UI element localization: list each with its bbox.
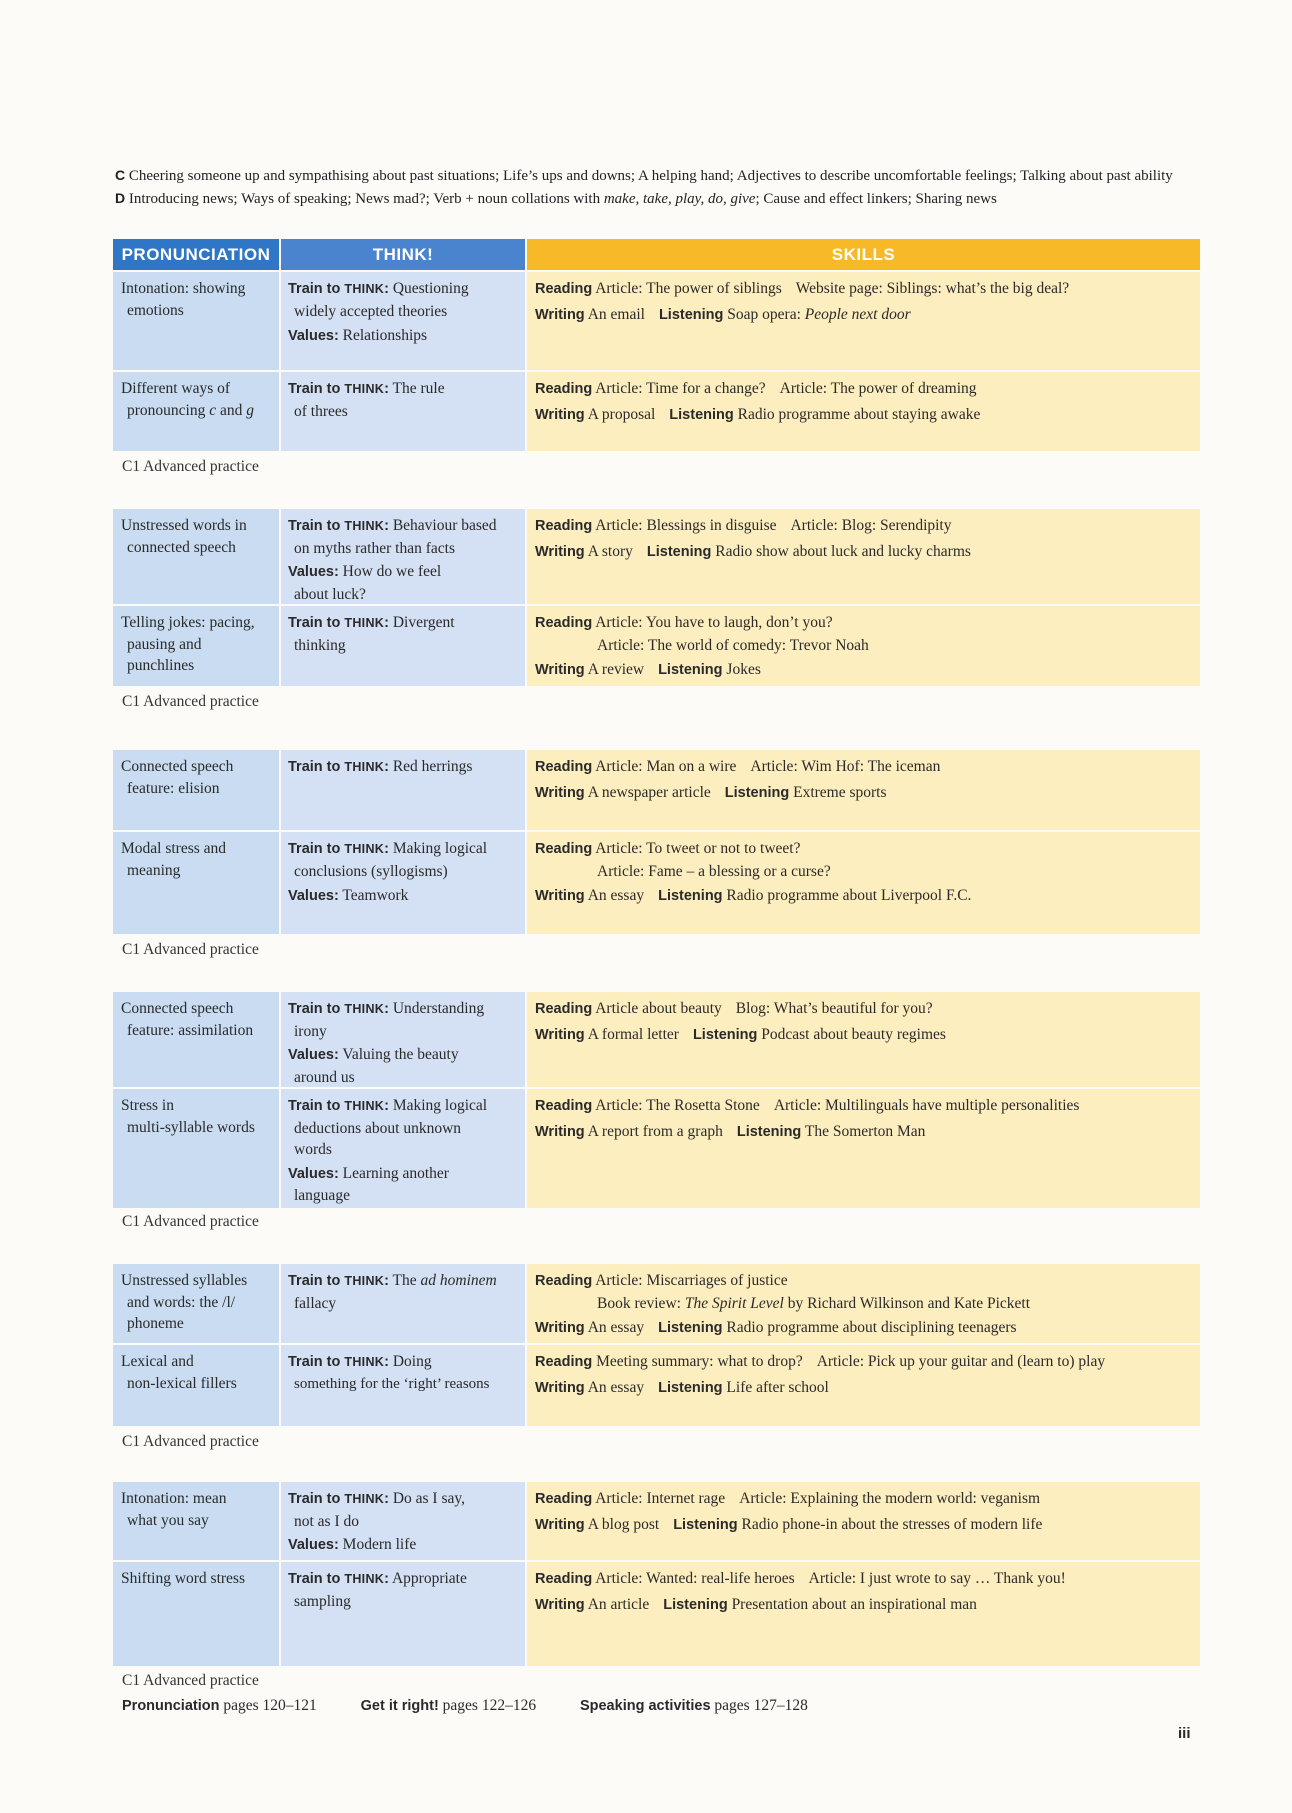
skills-cell: Reading Article: You have to laugh, don’t you? Article: The world of comedy: Trevor Noah Writing A review Listening Jokes — [527, 606, 1200, 686]
skills-cell: Reading Meeting summary: what to drop? Article: Pick up your guitar and (learn to) play Writing An essay Listening Life after school — [527, 1345, 1200, 1426]
skills-cell: Reading Article: The Rosetta Stone Article: Multilinguals have multiple personalities Writing A report from a graph Listening The Somerton Man — [527, 1089, 1200, 1208]
pronunciation-cell: Intonation: mean what you say — [113, 1482, 279, 1560]
pronunciation-cell: Unstressed words in connected speech — [113, 509, 279, 604]
skills-cell: Reading Article: Blessings in disguise Article: Blog: Serendipity Writing A story Listening Radio show about luck and lucky charms — [527, 509, 1200, 604]
unit-d-summary: D Introducing news; Ways of speaking; News mad?; Verb + noun collations with make, take, play, do, give; Cause and effect linkers; Sharing news — [115, 190, 997, 207]
pronunciation-cell: Different ways of pronouncing c and g — [113, 372, 279, 451]
skills-cell: Reading Article: The power of siblings Website page: Siblings: what’s the big deal? Writing An email Listening Soap opera: People next door — [527, 272, 1200, 370]
unit-summary — [115, 164, 1190, 210]
page-references — [122, 1697, 848, 1715]
practice-label: C1 Advanced practice — [122, 1213, 259, 1230]
skills-header: SKILLS — [527, 239, 1200, 270]
think-cell: Train to THINK: The ad hominem fallacy — [281, 1264, 525, 1343]
skills-cell: Reading Article: Man on a wire Article: Wim Hof: The iceman Writing A newspaper article Listening Extreme sports — [527, 750, 1200, 830]
practice-label: C1 Advanced practice — [122, 1433, 259, 1450]
practice-label: C1 Advanced practice — [122, 1672, 259, 1689]
skills-cell: Reading Article: Time for a change? Article: The power of dreaming Writing A proposal Listening Radio programme about staying awake — [527, 372, 1200, 451]
pronunciation-cell: Modal stress and meaning — [113, 832, 279, 934]
speaking-activities-pages: Speaking activities pages 127–128 — [579, 1697, 808, 1714]
skills-cell: Reading Article: Miscarriages of justice Book review: The Spirit Level by Richard Wilkinson and Kate Pickett Writing An essay Listening Radio programme about disciplining teenagers — [527, 1264, 1200, 1343]
think-cell: Train to THINK: Making logical deductions about unknown words Values: Learning another language — [281, 1089, 525, 1208]
pronunciation-header: PRONUNCIATION — [113, 239, 279, 270]
practice-label: C1 Advanced practice — [122, 458, 259, 475]
pronunciation-cell: Intonation: showing emotions — [113, 272, 279, 370]
skills-cell: Reading Article about beauty Blog: What’s beautiful for you? Writing A formal letter Listening Podcast about beauty regimes — [527, 992, 1200, 1087]
page-number: iii — [1178, 1725, 1191, 1742]
pronunciation-cell: Telling jokes: pacing, pausing and punchlines — [113, 606, 279, 686]
pronunciation-cell: Lexical and non-lexical fillers — [113, 1345, 279, 1426]
skills-cell: Reading Article: Internet rage Article: Explaining the modern world: veganism Writing A blog post Listening Radio phone-in about the stresses of modern life — [527, 1482, 1200, 1560]
think-cell: Train to THINK: The rule of threes — [281, 372, 525, 451]
skills-cell: Reading Article: To tweet or not to tweet? Article: Fame – a blessing or a curse? Writing An essay Listening Radio programme about Liverpool F.C. — [527, 832, 1200, 934]
think-cell: Train to THINK: Appropriate sampling — [281, 1562, 525, 1666]
think-cell: Train to THINK: Divergent thinking — [281, 606, 525, 686]
skills-cell: Reading Article: Wanted: real-life heroes Article: I just wrote to say … Thank you! Writing An article Listening Presentation about an inspirational man — [527, 1562, 1200, 1666]
think-cell: Train to THINK: Understanding irony Values: Valuing the beauty around us — [281, 992, 525, 1087]
pronunciation-cell: Stress in multi-syllable words — [113, 1089, 279, 1208]
think-cell: Train to THINK: Do as I say, not as I do Values: Modern life — [281, 1482, 525, 1560]
get-it-right-pages: Get it right! pages 122–126 — [360, 1697, 537, 1714]
pronunciation-pages: Pronunciation pages 120–121 — [122, 1697, 317, 1714]
think-cell: Train to THINK: Making logical conclusions (syllogisms) Values: Teamwork — [281, 832, 525, 934]
think-cell: Train to THINK: Questioning widely accepted theories Values: Relationships — [281, 272, 525, 370]
think-cell: Train to THINK: Red herrings — [281, 750, 525, 830]
practice-label: C1 Advanced practice — [122, 693, 259, 710]
think-cell: Train to THINK: Doing something for the ‘right’ reasons — [281, 1345, 525, 1426]
pronunciation-cell: Connected speech feature: assimilation — [113, 992, 279, 1087]
practice-label: C1 Advanced practice — [122, 941, 259, 958]
think-header: THINK! — [281, 239, 525, 270]
pronunciation-cell: Connected speech feature: elision — [113, 750, 279, 830]
unit-c-summary: C Cheering someone up and sympathising about past situations; Life’s ups and downs; A helping hand; Adjectives to describe uncomfortable feelings; Talking about past ability — [115, 167, 1173, 184]
pronunciation-cell: Shifting word stress — [113, 1562, 279, 1666]
pronunciation-cell: Unstressed syllables and words: the /l/ phoneme — [113, 1264, 279, 1343]
think-cell: Train to THINK: Behaviour based on myths rather than facts Values: How do we feel about luck? — [281, 509, 525, 604]
